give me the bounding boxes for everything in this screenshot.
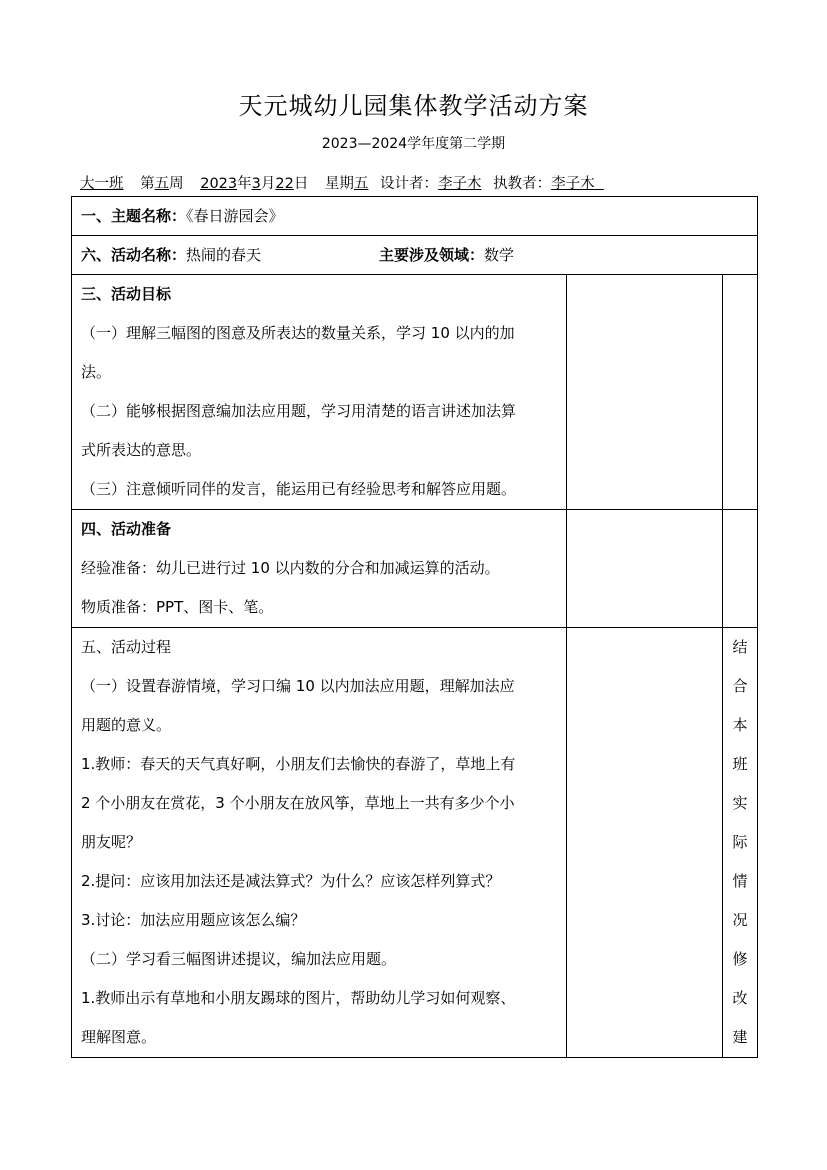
theme-label: 一、主题名称： xyxy=(81,207,187,225)
side-note-char: 况 xyxy=(732,911,748,929)
year-suffix: 年 xyxy=(237,176,252,192)
teacher-label: 执教者： xyxy=(493,176,552,192)
side-note-char: 际 xyxy=(732,833,748,851)
year-value: 2023 xyxy=(200,176,238,192)
side-note-char: 情 xyxy=(732,872,748,890)
day-suffix: 日 xyxy=(293,176,309,192)
goals-cell xyxy=(72,275,567,510)
week-value: 五 xyxy=(154,176,170,192)
page-title: 天元城幼儿园集体教学活动方案 xyxy=(238,92,589,120)
weekday-value: 五 xyxy=(353,176,369,192)
activity-cell xyxy=(72,236,758,275)
activity-value: 热闹的春天 xyxy=(186,246,262,264)
process-cell xyxy=(72,628,567,1058)
process-line: 用题的意义。 xyxy=(81,716,172,734)
process-side-note xyxy=(723,628,758,1058)
class-name: 大一班 xyxy=(80,176,124,192)
goals-line: （二）能够根据图意编加法应用题，学习用清楚的语言讲述加法算 xyxy=(81,402,517,420)
teacher-value: 李子木 xyxy=(551,176,595,192)
goals-line: 法。 xyxy=(81,363,112,381)
theme-value: 《春日游园会》 xyxy=(186,207,284,225)
side-note-char: 班 xyxy=(732,755,748,773)
domain-label: 主要涉及领域： xyxy=(379,246,485,264)
goals-line: 式所表达的意思。 xyxy=(81,441,202,459)
process-row xyxy=(72,628,758,1058)
process-line: 理解图意。 xyxy=(81,1028,157,1046)
process-line: （一）设置春游情境，学习口编 10 以内加法应用题，理解加法应 xyxy=(81,677,515,695)
process-line: （二）学习看三幅图讲述提议，编加法应用题。 xyxy=(81,950,397,968)
goals-line: （三）注意倾听同伴的发言，能运用已有经验思考和解答应用题。 xyxy=(81,480,517,498)
process-line: 1.教师出示有草地和小朋友踢球的图片，帮助幼儿学习如何观察、 xyxy=(81,989,516,1007)
goals-line: （一）理解三幅图的图意及所表达的数量关系，学习 10 以内的加 xyxy=(81,324,515,342)
side-note-char: 实 xyxy=(732,794,748,812)
month-value: 3 xyxy=(251,176,261,192)
goals-row xyxy=(72,275,758,510)
process-line: 朋友呢？ xyxy=(81,833,142,851)
designer-value: 李子木 xyxy=(438,176,482,192)
theme-cell xyxy=(72,197,758,236)
process-line: 1.教师：春天的天气真好啊，小朋友们去愉快的春游了，草地上有 xyxy=(81,755,516,773)
designer-label: 设计者： xyxy=(380,176,439,192)
day-value: 22 xyxy=(275,176,294,192)
side-note-char: 修 xyxy=(732,950,748,968)
goals-side-cell xyxy=(723,275,758,510)
month-suffix: 月 xyxy=(260,176,276,192)
process-heading: 五、活动过程 xyxy=(81,638,172,656)
side-note-char: 结 xyxy=(732,638,748,656)
goals-heading: 三、活动目标 xyxy=(81,285,172,303)
activity-label: 六、活动名称： xyxy=(81,246,187,264)
side-note-char: 改 xyxy=(732,989,748,1007)
prep-line: 物质准备：PPT、图卡、笔。 xyxy=(81,598,274,616)
process-line: 2 个小朋友在赏花，3 个小朋友在放风筝，草地上一共有多少个小 xyxy=(81,794,515,812)
plan-table xyxy=(71,196,758,1058)
goals-notes-cell xyxy=(567,275,723,510)
prep-side-cell xyxy=(723,510,758,628)
prep-notes-cell xyxy=(567,510,723,628)
process-line: 3.讨论：加法应用题应该怎么编？ xyxy=(81,911,306,929)
info-line xyxy=(80,172,780,193)
prep-cell xyxy=(72,510,567,628)
process-notes-cell xyxy=(567,628,723,1058)
process-line: 2.提问：应该用加法还是减法算式？为什么？应该怎样列算式？ xyxy=(81,872,501,890)
side-note-char: 建 xyxy=(732,1028,748,1046)
week-prefix: 第 xyxy=(140,176,155,192)
theme-row xyxy=(72,197,758,236)
prep-line: 经验准备：幼儿已进行过 10 以内数的分合和加减运算的活动。 xyxy=(81,559,500,577)
side-note-char: 本 xyxy=(732,716,748,734)
prep-row xyxy=(72,510,758,628)
weekday-prefix: 星期 xyxy=(324,176,354,192)
semester: 2023—2024学年度第二学期 xyxy=(321,136,506,152)
domain-value: 数学 xyxy=(484,246,515,264)
activity-row xyxy=(72,236,758,275)
prep-heading: 四、活动准备 xyxy=(81,520,172,538)
week-suffix: 周 xyxy=(169,176,184,192)
side-note-char: 合 xyxy=(732,677,748,695)
